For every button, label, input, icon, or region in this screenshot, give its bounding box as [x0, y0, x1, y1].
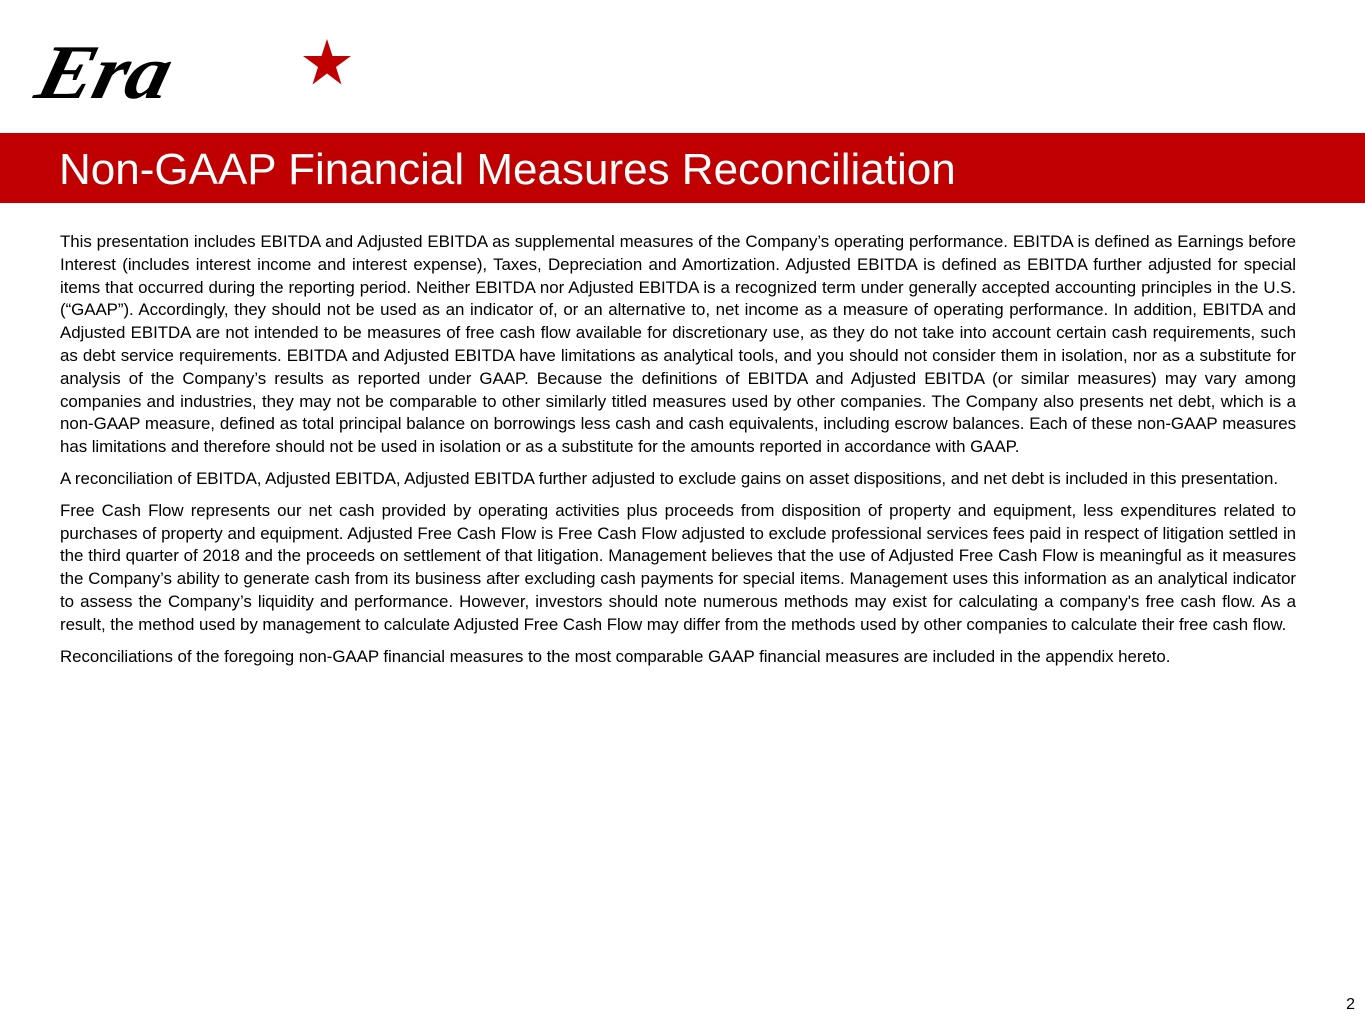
logo-wordmark: Era — [28, 28, 181, 116]
page-number: 2 — [1346, 996, 1355, 1013]
era-logo — [28, 28, 353, 116]
paragraph-appendix-note: Reconciliations of the foregoing non-GAAP financial measures to the most comparable GAAP financial measures are included in the appendix hereto. — [60, 646, 1171, 666]
paragraph-reconciliation-note: A reconciliation of EBITDA, Adjusted EBITDA, Adjusted EBITDA further adjusted to exclude gains on asset dispositions, and net debt is included in this presentation. — [60, 468, 1279, 488]
page-title: Non-GAAP Financial Measures Reconciliation — [59, 145, 956, 194]
paragraph-free-cash-flow: Free Cash Flow represents our net cash provided by operating activities plus proceeds from disposition of property and equipment, less expenditures related to purchases of property and equipment. Adjusted Free Cash Flow is Free Cash Flow adjusted to exclude professional services fees paid in respect of litigation settled in the third quarter of 2018 and the proceeds on settlement of that litigation. Management believes that the use of Adjusted Free Cash Flow is meaningful as it measures the Company’s ability to generate cash from its business after excluding cash payments for special items. Management uses this information as an analytical indicator to assess the Company’s liquidity and performance. However, investors should note numerous methods may exist for calculating a company's free cash flow. As a result, the method used by management to calculate Adjusted Free Cash Flow may differ from the methods used by other companies to calculate their free cash flow. — [60, 500, 1296, 634]
paragraph-ebitda-definition: This presentation includes EBITDA and Adjusted EBITDA as supplemental measures of the Company’s operating performance. EBITDA is defined as Earnings before Interest (includes interest income and interest expense), Taxes, Depreciation and Amortization. Adjusted EBITDA is defined as EBITDA further adjusted for special items that occurred during the reporting period. Neither EBITDA nor Adjusted EBITDA is a recognized term under generally accepted accounting principles in the U.S. (“GAAP”). Accordingly, they should not be used as an indicator of, or an alternative to, net income as a measure of operating performance. In addition, EBITDA and Adjusted EBITDA are not intended to be measures of free cash flow available for discretionary use, as they do not take into account certain cash requirements, such as debt service requirements. EBITDA and Adjusted EBITDA have limitations as analytical tools, and you should not consider them in isolation, nor as a substitute for analysis of the Company’s results as reported under GAAP. Because the definitions of EBITDA and Adjusted EBITDA (or similar measures) may vary among companies and industries, they may not be comparable to other similarly titled measures used by other companies. The Company also presents net debt, which is a non-GAAP measure, defined as total principal balance on borrowings less cash and cash equivalents, including escrow balances. Each of these non-GAAP measures has limitations and therefore should not be used in isolation or as a substitute for the amounts reported in accordance with GAAP. — [60, 232, 1296, 457]
star-icon — [302, 38, 352, 86]
body-content — [60, 231, 1296, 677]
title-bar — [0, 133, 1365, 203]
